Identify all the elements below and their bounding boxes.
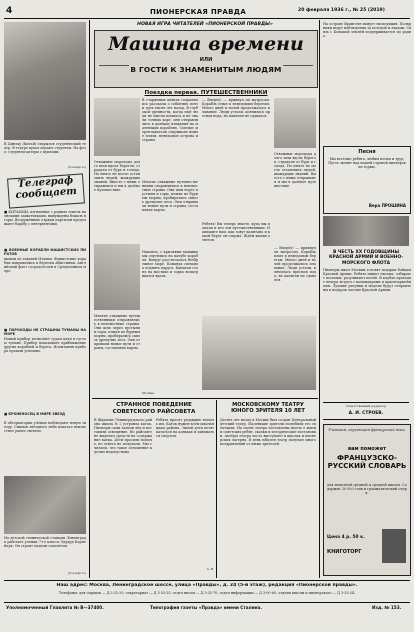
dictionary-ad (323, 424, 411, 576)
serial-title-sub: В ГОСТИ К ЗНАМЕНИТЫМ ЛЮДЯМ (130, 65, 282, 74)
photo-young-engineer (4, 476, 86, 534)
ad-book-image (382, 529, 406, 563)
serial-text-col2b: Наконец, с крыльями машины мы очутились на палубе корабля. Вокруг расстилалось безбрежное море. Команда спешила поднять паруса. Капитан стоял на мостике и зорко всматривался вдаль. (142, 250, 198, 278)
serial-text-col3: — Вперёд! — крикнул он матросам. Корабль плыл к неведомым берегам. Много дней и ночей продолжалось плавание. Люди устали, кончилась пресная вода, но капитан не сдавался. (202, 98, 270, 118)
serial-title-or: ИЛИ (199, 57, 213, 63)
footer-printer: Уполномоченный Главлита № В—37400. (6, 605, 104, 610)
footer-typography: Типография газеты «Правда» имени Сталина. (150, 605, 262, 610)
editor-rule (323, 402, 409, 403)
poem-text: Мы весёлые ребята, любим песни и труд. Пусть звенят над нашей страной пионерские горны. (328, 157, 406, 169)
newspaper-name: ПИОНЕРСКАЯ ПРАВДА (150, 8, 247, 16)
serial-text-col5: Многие отважные путешественники отправлялись в неизвестные страны. Они шли через пустыни и горы, плыли по бурным морям, пробирались сквозь дремучие леса. Они открывали новые пути и страны, составляли карты. (94, 314, 140, 350)
footer-address: Наш адрес: Москва, Ленинградское шоссе, улица «Правды», д. 24 (5-й этаж), редакция «Пионерской правды». (56, 583, 358, 588)
page-number: 4 (6, 6, 13, 16)
photo2-caption: На детской технической станции Ленинграда работает ученик 7-го класса Эдуард Карнейчук. Он строит модели самолётов. (4, 536, 86, 548)
serial-text-col1b: Отважные мореходы долго шли вдоль берегов, страдали от бурь и голода. Но ничто не могло остановить людей, жаждущих знаний. Вместе с ними отправимся и мы в далёкое путешествие. (94, 160, 140, 192)
poem-box (323, 146, 411, 214)
editor-label: Ответственный редактор (346, 405, 386, 408)
photo2-credit: (Союзфото) (67, 572, 86, 575)
council-article-title: СТРАННОЕ ПОВЕДЕНИЕ СОВЕТСКОГО РАЙСОВЕТА (112, 402, 196, 415)
ad-line2: вам поможет (347, 446, 387, 452)
news-item-ships-title: ■ ВОЕННЫЕ КОРАБЛИ ФАШИСТСКИХ ПИРАТОВ (4, 248, 86, 256)
red-army-title: В ЧЕСТЬ XX ГОДОВЩИНЫ КРАСНОЙ АРМИИ И ВОЕННО-МОРСКОГО ФЛОТА (328, 250, 404, 266)
news-item-stars-title: ■ БРОНЕНОСЕЦ В МИРЕ ЗВЁЗД (4, 412, 66, 416)
poem-title: Песня (358, 149, 376, 155)
serial-text-col4: Отважные мореходы долго шли вдоль берегов, страдали от бурь и голода. Но ничто не могло остановить людей, жаждущих знаний. Вместе с ними отправимся и мы в далёкое путешествие. (274, 152, 316, 188)
poem-author: Вера ПРОШИНА (368, 203, 406, 208)
ad-title: ФРАНЦУЗСКО-РУССКИЙ СЛОВАРЬ (327, 454, 407, 471)
news-item-ships: вышли из гаваней Италии. Фашистские корабли направились к берегам Абиссинии. Английский флот сосредоточен в Средиземном море. (4, 257, 86, 273)
illustration-ice-ship (202, 316, 316, 390)
footer-phones: Телефоны: для справок — Д 3-32-20, секретариат — Д 3-33-25, отдел писем — Д 3-32-70, отдел информации — Д 3-00-60, отделы школы и пионерского — Д 3-33-24. (58, 591, 356, 595)
council-signature: А. В. (206, 568, 214, 571)
ad-text: для неполной средней и средней школы. Содержит 20 000 слов и грамматический очерк. (327, 483, 407, 495)
serial-kicker: НОВАЯ ИГРА ЧИТАТЕЛЕЙ «ПИОНЕРСКОЙ ПРАВДЫ» (137, 22, 273, 27)
banner-illustration-right (283, 57, 313, 66)
illustration-ship (94, 98, 140, 156)
serial-signature: Москва. (142, 392, 155, 395)
photo-credit: (Союзфото) (67, 166, 86, 169)
ad-line1: Ученикам, изучающим французский язык, (328, 428, 406, 432)
news-item-fog: Новый прибор позволяет судам идти в густом тумане. Прибор показывает приближение других кораблей и берега. Испытания прибора прошли успешно. (4, 337, 86, 353)
illustration-explorer (274, 98, 316, 148)
photo-puppet-theatre (4, 22, 86, 140)
editor-name: А. И. СТРОЕВ. (348, 411, 384, 416)
telegraph-heading: Телеграф сообщает (7, 173, 85, 208)
banner-illustration-left (99, 57, 129, 66)
news-item-fog-title: ■ ПАРОХОДЫ НЕ СТРАШНЫ ТУМАНЫ НА МОРЕ (4, 328, 86, 336)
red-army-text: Пионеры школ Москвы готовят подарки бойцам Красной Армии. Ребята пишут письма, собирают посылки, разучивают песни. В клубах проходят вечера встреч с командирами и красноармейцами. Лучшие рисунки и модели будут отправлены в подарок частям Красной Армии. (323, 268, 411, 292)
serial-text-col2: Многие отважные путешественники отправлялись в неизвестные страны. Они шли через пустыни и горы, плыли по бурным морям, пробирались сквозь дремучие леса. Они открывали новые пути и страны, составляли карты. (142, 180, 198, 212)
serial-title-banner (94, 30, 318, 88)
serial-bottom-rule (92, 398, 318, 399)
news-item-stars: В обсерватории учёные наблюдают новую звезду. Снимок звёздного неба показал неизвестное ранее светило. (4, 421, 86, 433)
photo-caption: В Цинзау (Китай) открылся студенческий театр. В театре кукол играют студенты. На фото: студенты-актеры с куклами. (4, 142, 86, 154)
photo-red-army (323, 216, 409, 246)
column-rule-mid (216, 400, 217, 578)
serial-subhead: Поездка первая. ПУТЕШЕСТВЕННИКИ (144, 90, 268, 96)
issue-date: 20 февраля 1936 г., № 25 (2019) (298, 8, 385, 13)
masthead-rule (4, 18, 410, 19)
footer-issue: Изд. № 153. (372, 605, 402, 610)
theatre-article-title: МОСКОВСКОМУ ТЕАТРУ ЮНОГО ЗРИТЕЛЯ 10 ЛЕТ (231, 402, 305, 415)
illustration-horseman (94, 244, 140, 310)
ad-price: Цена 4 р. 50 к. (327, 535, 365, 540)
ad-seller: КНИГОТОРГ (327, 549, 362, 555)
council-article-text: В Жданове Ленинградского района школа № 2 устроила каток. Пионеры сами залили лёд и поставили освещение. Но райсовет не выделил средств на содержание катка. Дети просили помочь, но ответа не получили. Мы считаем, что такое отношение к детям недопустимо. (94, 418, 152, 454)
theatre-article-text: Десять лет назад в Москве был создан Центральный детский театр. Маленькие зрители полюбили его спектакли. На сцене театра поставлены пьесы о жизни советских ребят, сказки и исторические постановки. Актёры театра часто выступают в школах и пионерских лагерях. В день юбилея театр получил много поздравлений от юных зрителей. (220, 418, 316, 446)
serial-title-main: Машина времени (108, 33, 304, 55)
column-rule-right (319, 20, 320, 578)
footer-rule (4, 580, 410, 581)
footer-rule-bottom (4, 602, 410, 603)
column-rule-left (89, 20, 90, 578)
council-article-text-b: Ребята просят редакцию помочь им. Каток нужен всем школьникам района. Зимой дети хотят кататься на коньках и заниматься спортом. (156, 418, 214, 438)
news-item-china: ■ КИТАЙЦЫ, изгнанные с родных земель японскими захватчиками, вынуждены бежать в горы. Вооружённые отряды партизан продолжают борьбу с интервентами. (4, 210, 86, 226)
serial-text-col1: В старинных книгах сохранились рассказы о событиях почти трех тысяч лет назад. В глубокой древности, когда ещё люди не имели компаса и не знали точных карт, они отправлялись в далёкие плавания на маленьких кораблях. Смелые мореплаватели открывали новые земли, неведомые острова и страны. (142, 98, 198, 142)
serial-text-col3b: Ребята! Вы теперь знаете, куда мы попали и кто эти путешественники. Напишите нам, как зовут капитана и какой берег он открыл. Ждём ваших ответов. (202, 222, 270, 242)
serial-text-col6: — Вперёд! — крикнул он матросам. Корабль плыл к неведомым берегам. Много дней и ночей продолжалось плавание. Люди устали, кончилась пресная вода, но капитан не сдавался. (274, 246, 316, 282)
right-top-text: На острове Врангеля зимует экспедиция. Полярники ведут наблюдения за погодой и льдами. Связь с Большой землёй поддерживается по радио. (323, 22, 411, 38)
editor-rule-bottom (323, 419, 409, 420)
